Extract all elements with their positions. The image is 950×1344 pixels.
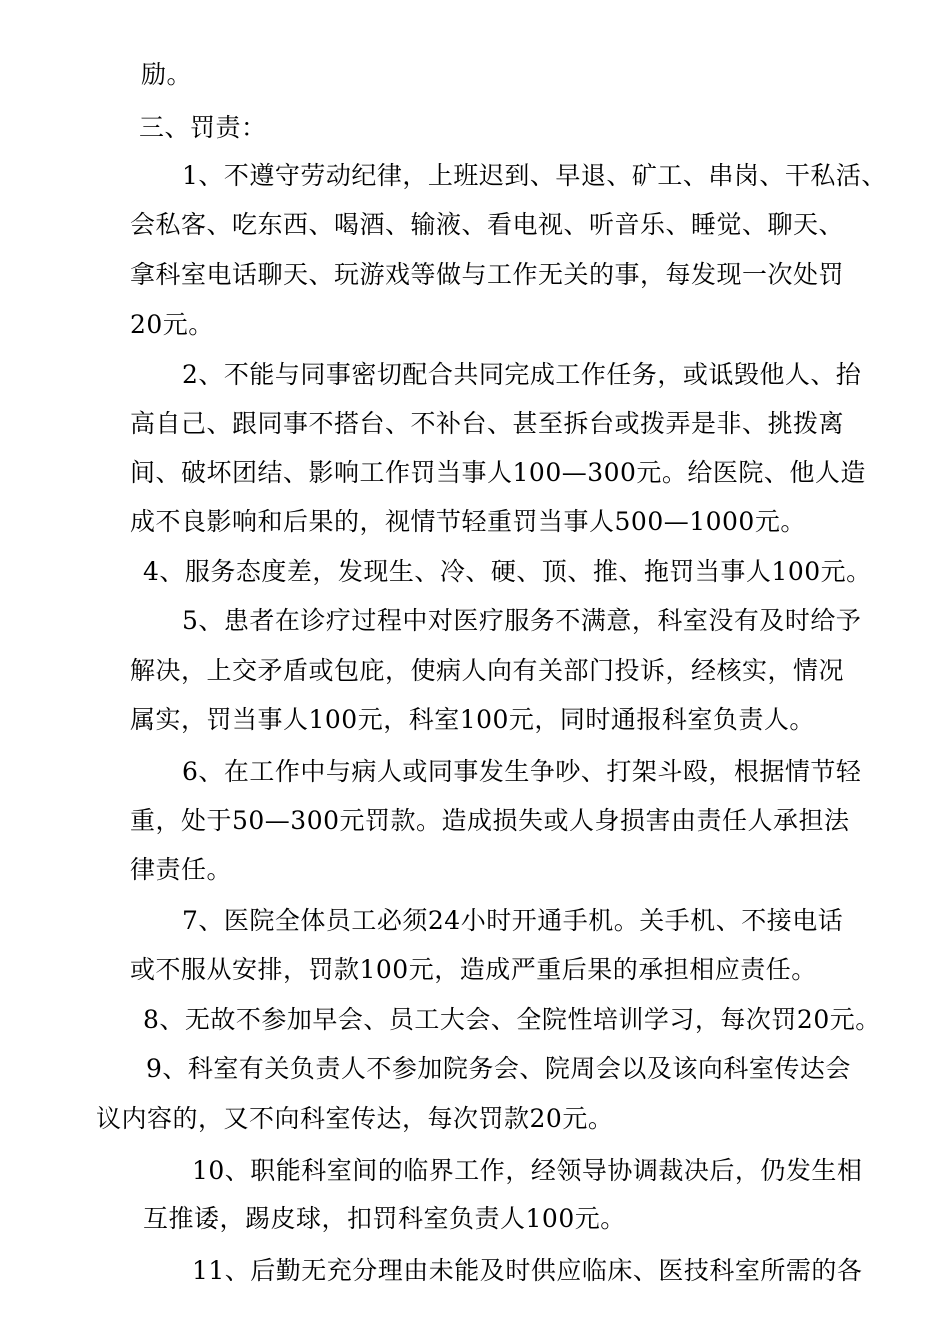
text-line: 成不良影响和后果的，视情节轻重罚当事人500—1000元。 [130, 507, 806, 536]
text-line: 20元。 [130, 310, 214, 339]
text-line: 励。 [141, 60, 193, 89]
text-line: 10、职能科室间的临界工作，经领导协调裁决后，仍发生相 [192, 1156, 863, 1185]
text-line: 拿科室电话聊天、玩游戏等做与工作无关的事，每发现一次处罚 [130, 260, 845, 289]
text-line: 互推诿，踢皮球，扣罚科室负责人100元。 [143, 1204, 626, 1233]
text-line: 会私客、吃东西、喝酒、输液、看电视、听音乐、睡觉、聊天、 [130, 210, 845, 239]
text-line: 高自己、跟同事不搭台、不补台、甚至拆台或拨弄是非、挑拨离 [130, 409, 845, 438]
text-line: 议内容的，又不向科室传达，每次罚款20元。 [96, 1104, 614, 1133]
text-line: 7、医院全体员工必须24小时开通手机。关手机、不接电话 [182, 906, 844, 935]
text-line: 间、破坏团结、影响工作罚当事人100—300元。给医院、他人造 [130, 458, 866, 487]
text-line: 或不服从安排，罚款100元，造成严重后果的承担相应责任。 [130, 955, 817, 984]
text-line: 9、科室有关负责人不参加院务会、院周会以及该向科室传达会 [146, 1054, 851, 1083]
text-line: 律责任。 [130, 855, 233, 884]
text-line: 4、服务态度差，发现生、冷、硬、顶、推、拖罚当事人100元。 [143, 557, 872, 586]
text-line: 2、不能与同事密切配合共同完成工作任务，或诋毁他人、抬 [182, 360, 862, 389]
text-line: 重，处于50—300元罚款。造成损失或人身损害由责任人承担法 [130, 806, 850, 835]
text-line: 6、在工作中与病人或同事发生争吵、打架斗殴，根据情节轻 [182, 757, 862, 786]
text-line: 属实，罚当事人100元，科室100元，同时通报科室负责人。 [130, 705, 815, 734]
text-line: 11、后勤无充分理由未能及时供应临床、医技科室所需的各 [192, 1256, 863, 1285]
text-line: 5、患者在诊疗过程中对医疗服务不满意，科室没有及时给予 [182, 606, 862, 635]
text-line: 解决，上交矛盾或包庇，使病人向有关部门投诉，经核实，情况 [130, 656, 845, 685]
text-line: 1、不遵守劳动纪律，上班迟到、早退、矿工、串岗、干私活、 [182, 161, 887, 190]
section-heading: 三、罚责： [139, 113, 267, 142]
text-line: 8、无故不参加早会、员工大会、全院性培训学习，每次罚20元。 [143, 1005, 881, 1034]
